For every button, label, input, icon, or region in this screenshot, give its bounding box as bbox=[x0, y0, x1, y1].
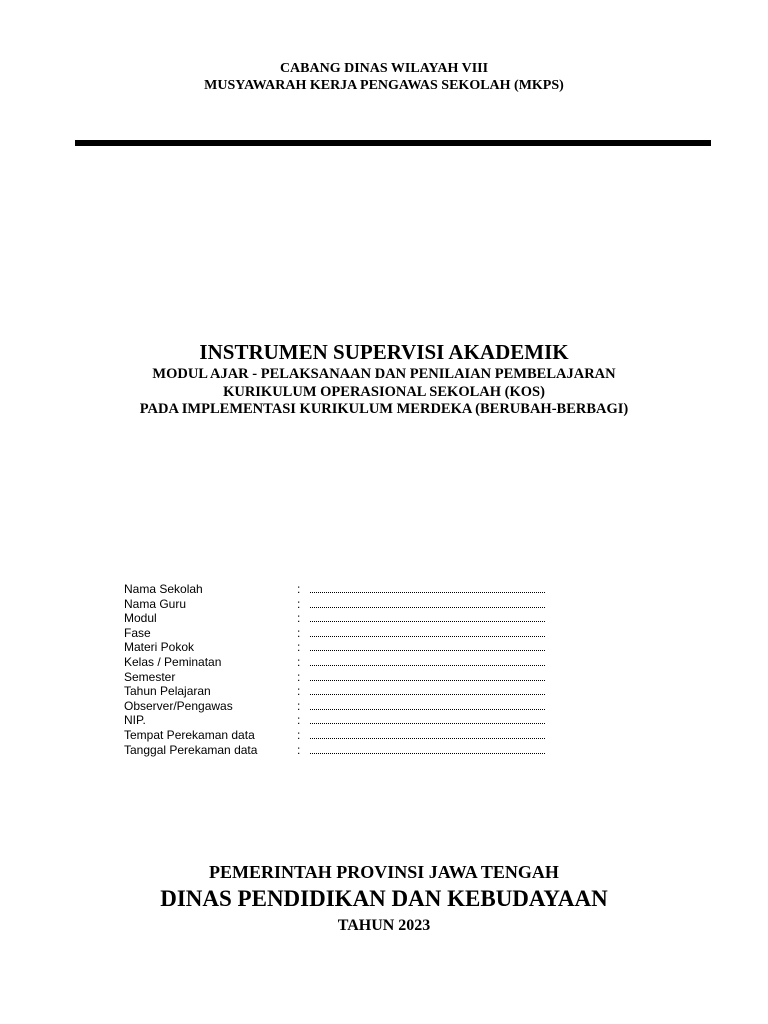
form-field-fill-line[interactable] bbox=[310, 723, 545, 724]
form-field-label: Materi Pokok bbox=[124, 640, 195, 655]
footer-line-1: PEMERINTAH PROVINSI JAWA TENGAH bbox=[209, 862, 559, 882]
main-title: INSTRUMEN SUPERVISI AKADEMIK bbox=[199, 340, 569, 364]
form-field-label: Kelas / Peminatan bbox=[124, 654, 222, 669]
header-divider bbox=[75, 140, 711, 146]
form-field-fill-line[interactable] bbox=[310, 694, 545, 695]
form-field-label: NIP. bbox=[124, 713, 146, 728]
form-field-colon: : bbox=[297, 684, 301, 699]
form-row bbox=[124, 728, 564, 743]
form-row bbox=[124, 611, 564, 626]
form-field-colon: : bbox=[297, 625, 301, 640]
form-field-colon: : bbox=[297, 582, 301, 596]
form-field-label: Tempat Perekaman data bbox=[124, 727, 255, 742]
form-field-label: Nama Sekolah bbox=[124, 582, 203, 596]
form-field-colon: : bbox=[297, 654, 301, 669]
subtitle-line-3: PADA IMPLEMENTASI KURIKULUM MERDEKA (BERUBAH-BERBAGI) bbox=[139, 401, 629, 417]
form-field-label: Tahun Pelajaran bbox=[124, 684, 211, 699]
form-field-fill-line[interactable] bbox=[310, 680, 545, 681]
form-field-fill-line[interactable] bbox=[310, 738, 545, 739]
form-field-colon: : bbox=[297, 669, 301, 684]
form-row bbox=[124, 670, 564, 685]
form-field-fill-line[interactable] bbox=[310, 592, 545, 593]
form-field-colon: : bbox=[297, 742, 301, 757]
form-field-label: Observer/Pengawas bbox=[124, 698, 233, 713]
form-field-fill-line[interactable] bbox=[310, 709, 545, 710]
form-field-colon: : bbox=[297, 640, 301, 655]
form-field-colon: : bbox=[297, 698, 301, 713]
form-row bbox=[124, 640, 564, 655]
form-field-fill-line[interactable] bbox=[310, 650, 545, 651]
document-header bbox=[0, 60, 768, 94]
form-row bbox=[124, 743, 564, 758]
form-row bbox=[124, 626, 564, 641]
form-field-fill-line[interactable] bbox=[310, 753, 545, 754]
form-field-label: Fase bbox=[124, 625, 151, 640]
identity-form bbox=[124, 582, 564, 757]
form-field-colon: : bbox=[297, 596, 301, 611]
form-field-colon: : bbox=[297, 727, 301, 742]
form-field-label: Tanggal Perekaman data bbox=[124, 742, 258, 757]
footer-line-2: DINAS PENDIDIKAN DAN KEBUDAYAAN bbox=[160, 886, 608, 911]
document-footer bbox=[0, 860, 768, 938]
form-field-label: Semester bbox=[124, 669, 176, 684]
form-field-fill-line[interactable] bbox=[310, 607, 545, 608]
form-field-fill-line[interactable] bbox=[310, 665, 545, 666]
header-line-2: MUSYAWARAH KERJA PENGAWAS SEKOLAH (MKPS) bbox=[204, 78, 564, 93]
form-field-colon: : bbox=[297, 713, 301, 728]
form-field-fill-line[interactable] bbox=[310, 621, 545, 622]
form-row bbox=[124, 597, 564, 612]
subtitle-line-1: MODUL AJAR - PELAKSANAAN DAN PENILAIAN PEMBELAJARAN bbox=[152, 366, 616, 382]
form-row bbox=[124, 655, 564, 670]
form-row bbox=[124, 684, 564, 699]
form-field-label: Nama Guru bbox=[124, 596, 187, 611]
form-field-colon: : bbox=[297, 611, 301, 626]
form-row bbox=[124, 699, 564, 714]
header-line-1: CABANG DINAS WILAYAH VIII bbox=[279, 61, 489, 76]
form-field-label: Modul bbox=[124, 611, 157, 626]
title-block bbox=[0, 338, 768, 419]
form-field-fill-line[interactable] bbox=[310, 636, 545, 637]
form-row bbox=[124, 713, 564, 728]
footer-year: TAHUN 2023 bbox=[337, 917, 431, 934]
form-row bbox=[124, 582, 564, 597]
subtitle-line-2: KURIKULUM OPERASIONAL SEKOLAH (KOS) bbox=[223, 383, 545, 400]
